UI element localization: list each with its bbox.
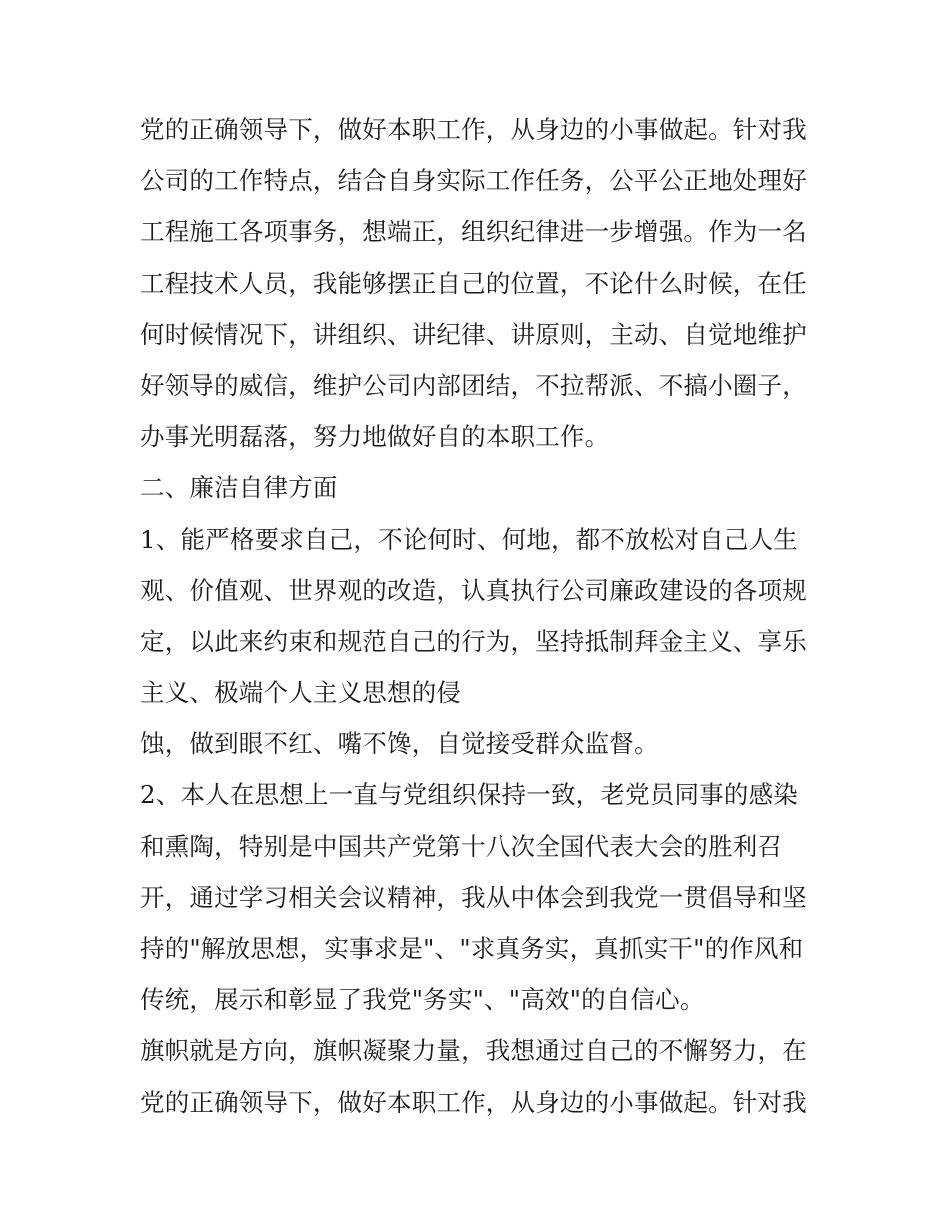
text-line: 党的正确领导下，做好本职工作，从身边的小事做起。针对我 — [140, 1087, 807, 1117]
text-line: 工程技术人员，我能够摆正自己的位置，不论什么时候，在任 — [140, 268, 807, 298]
section-heading: 二、廉洁自律方面 — [140, 473, 338, 503]
text-line: 1、能严格要求自己，不论何时、何地，都不放松对自己人生 — [140, 524, 798, 554]
text-line: 定，以此来约束和规范自己的行为，坚持抵制拜金主义、享乐 — [140, 626, 807, 656]
text-line: 公司的工作特点，结合自身实际工作任务，公平公正地处理好 — [140, 166, 807, 196]
text-line: 开，通过学习相关会议精神，我从中体会到我党一贯倡导和坚 — [140, 882, 807, 912]
text-line: 和熏陶，特别是中国共产党第十八次全国代表大会的胜利召 — [140, 831, 783, 861]
text-line: 党的正确领导下，做好本职工作，从身边的小事做起。针对我 — [140, 115, 807, 144]
text-line: 好领导的威信，维护公司内部团结，不拉帮派、不搞小圈子， — [140, 370, 807, 400]
text-line: 蚀，做到眼不红、嘴不馋，自觉接受群众监督。 — [140, 729, 659, 759]
text-line: 传统，展示和彰显了我党"务实"、"高效"的自信心。 — [140, 985, 705, 1015]
document-body — [140, 104, 830, 1128]
text-line: 办事光明磊落，努力地做好自的本职工作。 — [140, 422, 610, 452]
text-line: 观、价值观、世界观的改造，认真执行公司廉政建设的各项规 — [140, 575, 807, 605]
text-line: 2、本人在思想上一直与党组织保持一致，老党员同事的感染 — [140, 780, 798, 810]
text-line: 主义、极端个人主义思想的侵 — [140, 678, 462, 708]
text-line: 何时候情况下，讲组织、讲纪律、讲原则，主动、自觉地维护 — [140, 319, 807, 349]
text-line: 持的"解放思想，实事求是"、"求真务实，真抓实干"的作风和 — [140, 934, 804, 963]
text-line: 工程施工各项事务，想端正，组织纪律进一步增强。作为一名 — [140, 217, 807, 247]
text-line: 旗帜就是方向，旗帜凝聚力量，我想通过自己的不懈努力，在 — [140, 1036, 807, 1066]
